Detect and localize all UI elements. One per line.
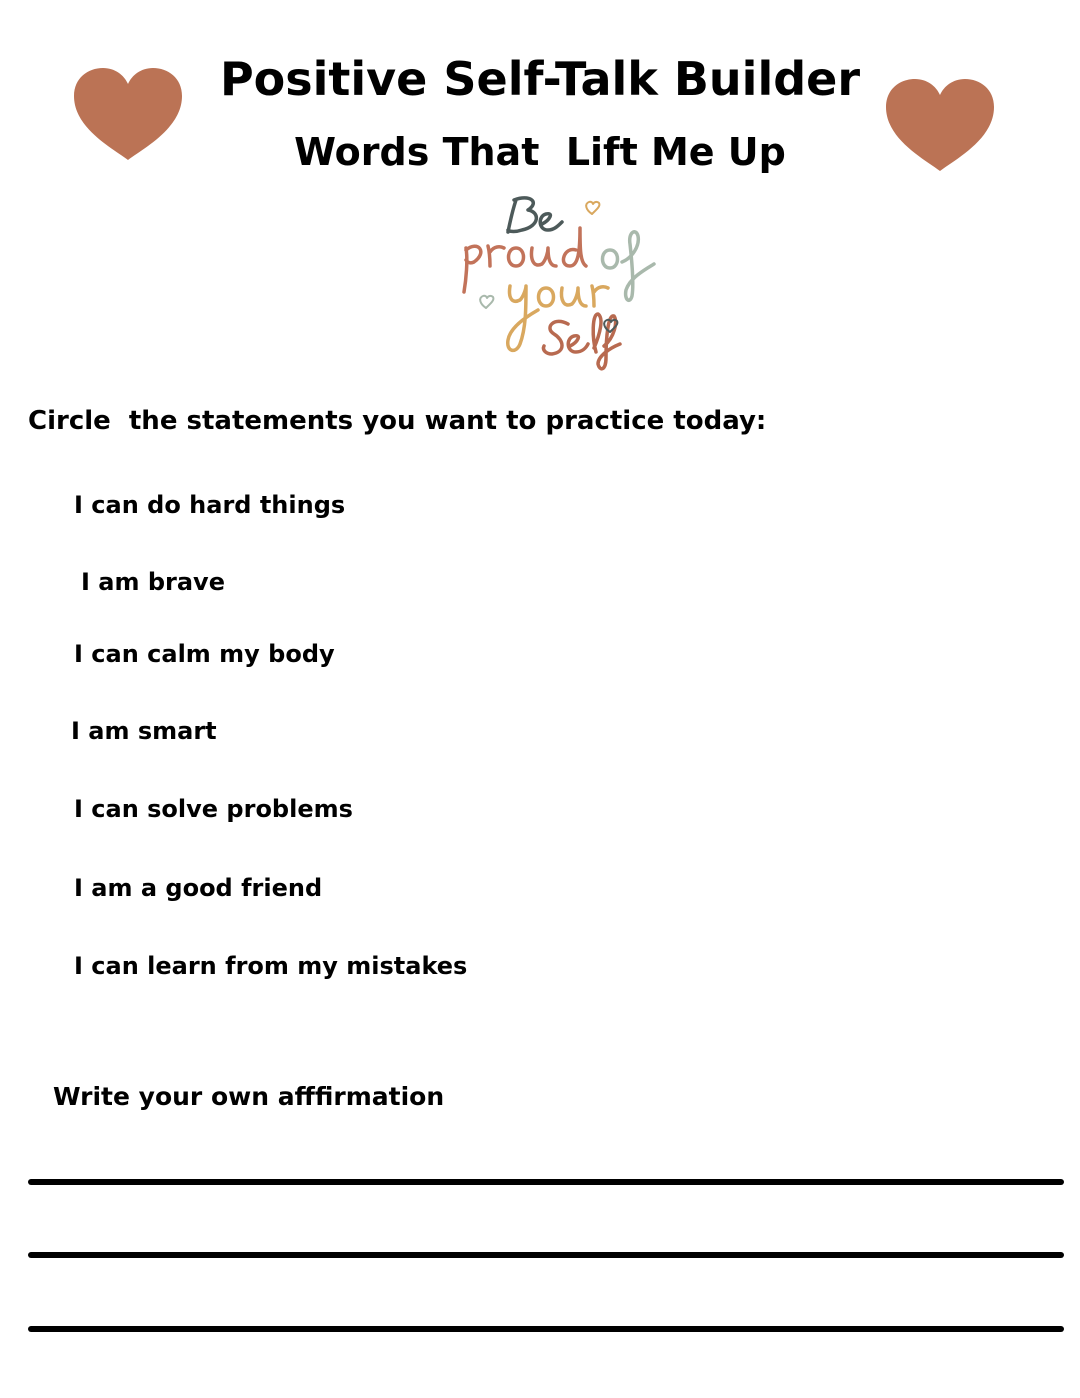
affirmation-write-line[interactable] (28, 1252, 1064, 1258)
be-proud-of-yourself-logo (450, 188, 670, 378)
page-subtitle: Words That Lift Me Up (294, 130, 786, 174)
affirmation-write-line[interactable] (28, 1179, 1064, 1185)
instruction-text: Circle the statements you want to practice today: (28, 406, 767, 436)
affirmation-label: Write your own afffirmation (53, 1082, 445, 1111)
statement-item[interactable]: I can calm my body (74, 640, 335, 668)
page-title: Positive Self-Talk Builder (219, 52, 861, 106)
statement-item[interactable]: I can solve problems (74, 795, 353, 823)
statement-item[interactable]: I can do hard things (74, 491, 346, 519)
statement-item[interactable]: I am brave (81, 568, 225, 596)
affirmation-write-line[interactable] (28, 1326, 1064, 1332)
statement-item[interactable]: I am a good friend (74, 874, 323, 902)
statement-item[interactable]: I can learn from my mistakes (74, 952, 468, 980)
statement-item[interactable]: I am smart (71, 717, 217, 745)
